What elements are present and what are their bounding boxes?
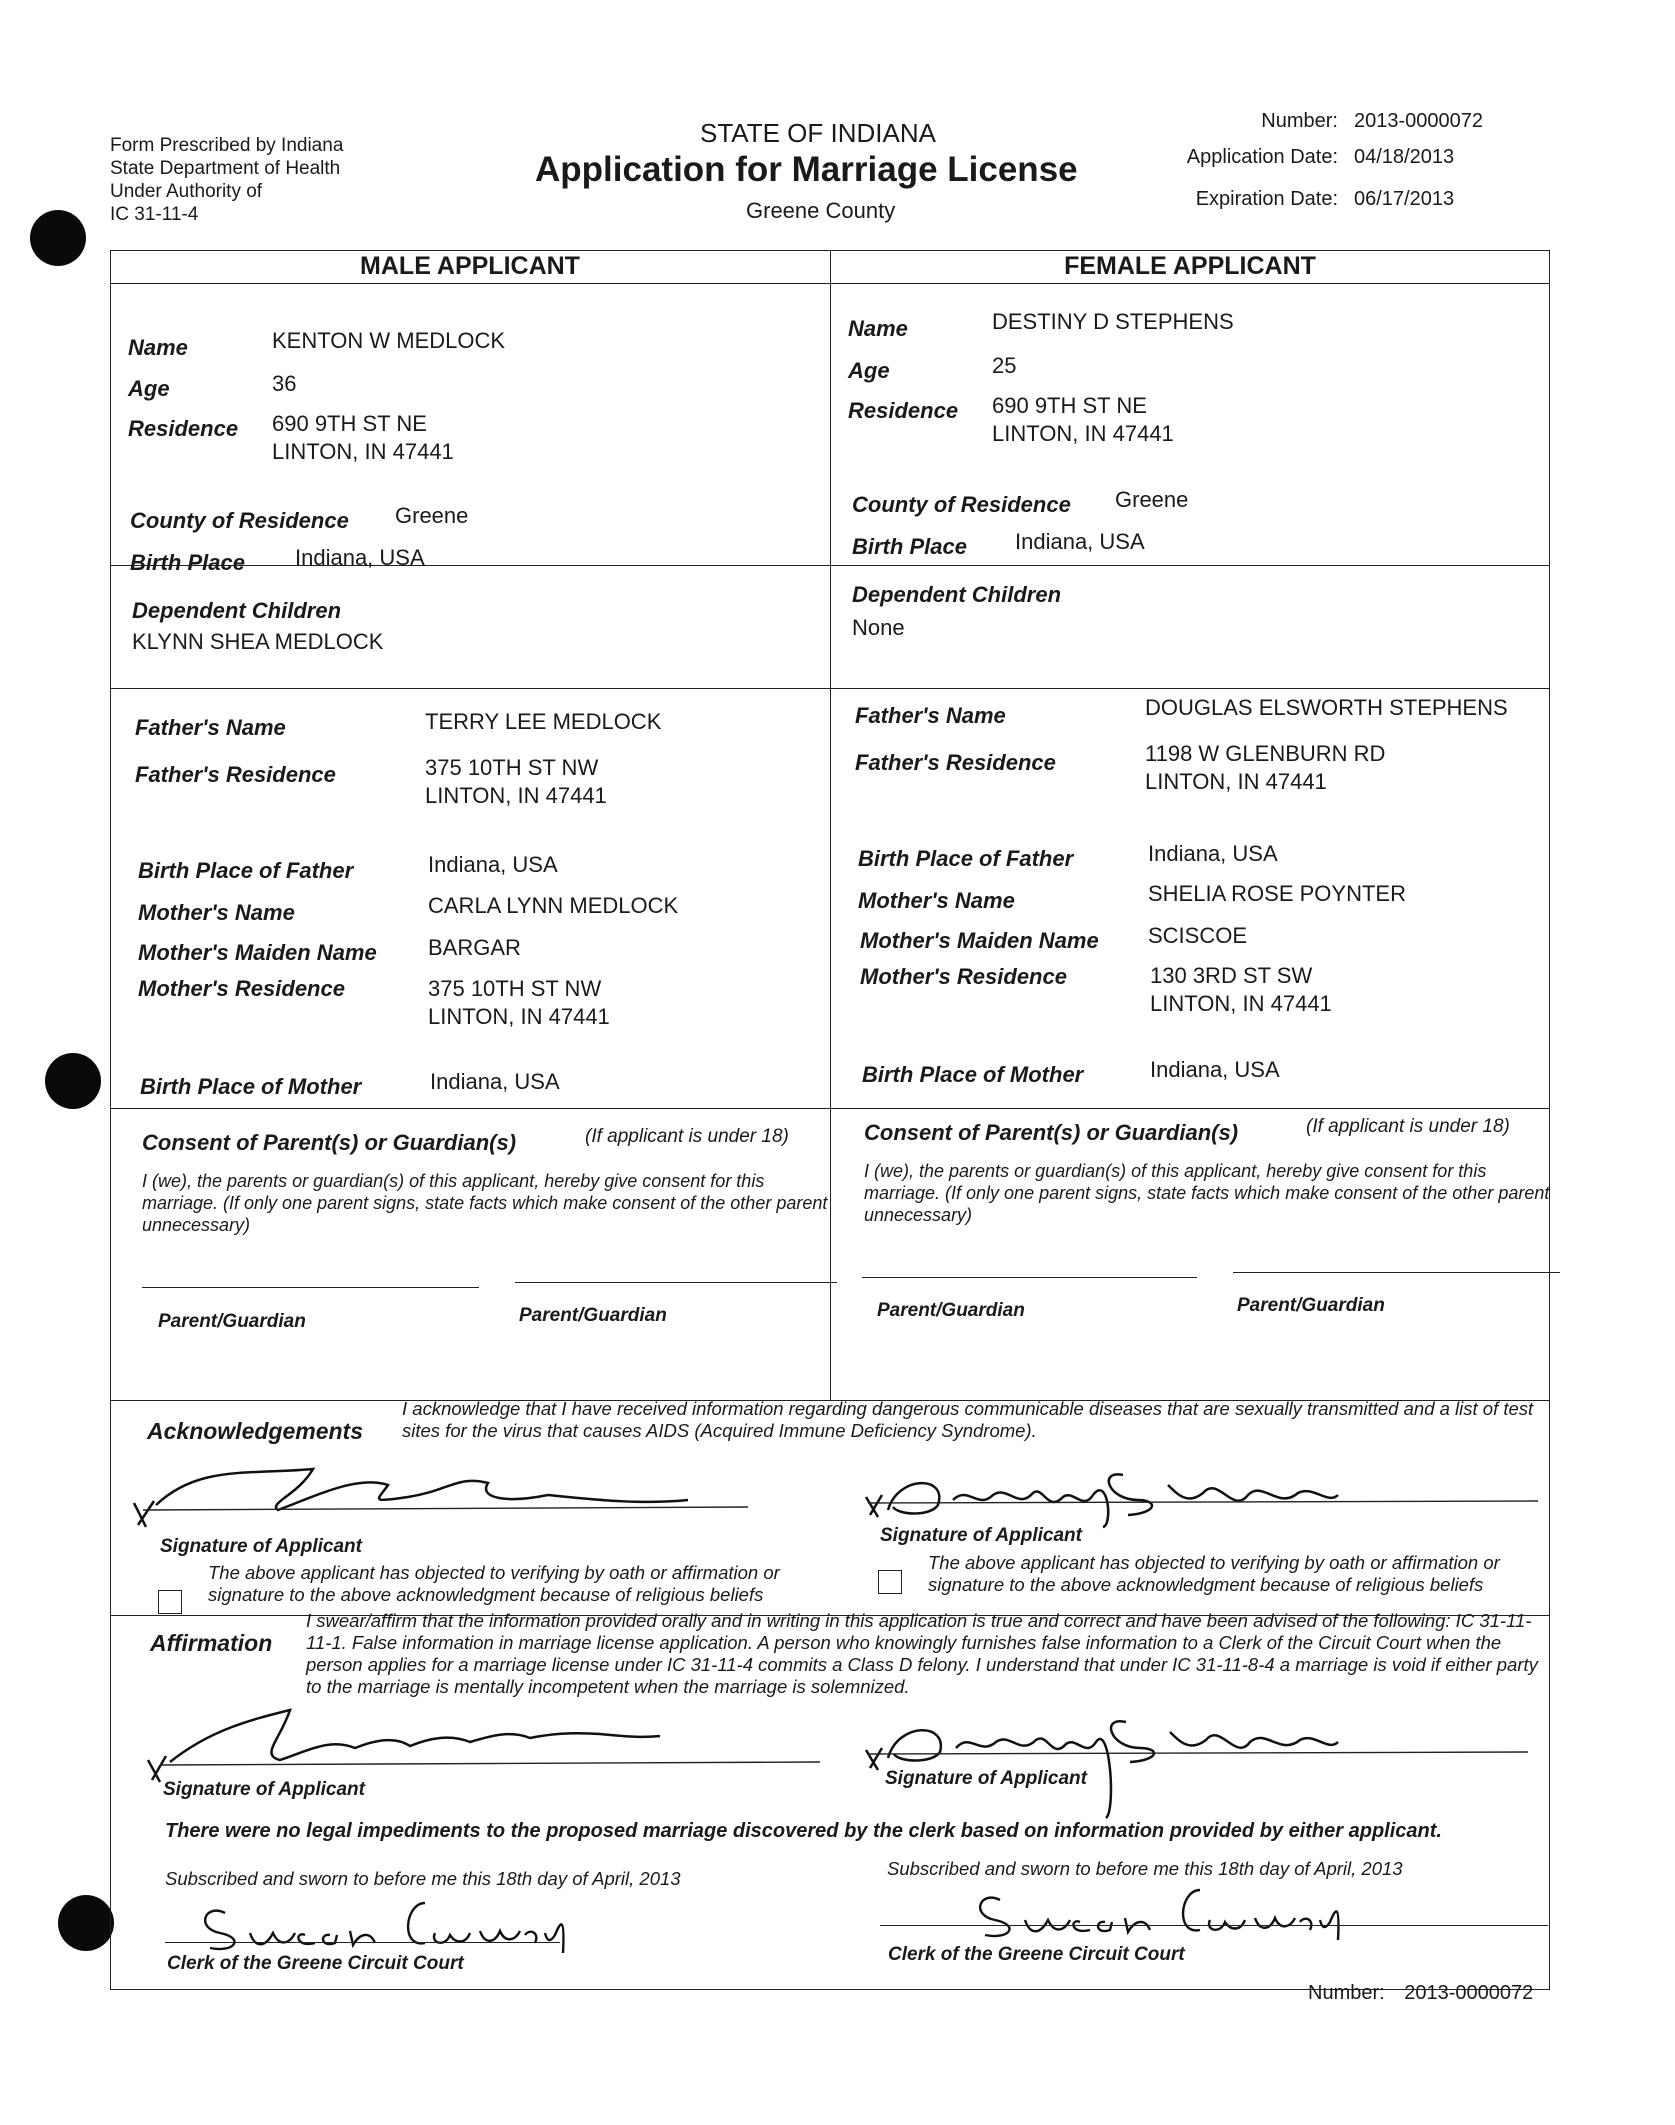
male-fathers-name-value: TERRY LEE MEDLOCK bbox=[425, 709, 662, 734]
female-dependent-children-label: Dependent Children bbox=[852, 582, 1062, 607]
female-dependent-children-value: None bbox=[852, 615, 905, 640]
expiration-date bbox=[1168, 188, 1454, 211]
male-mothers-name-label: Mother's Name bbox=[138, 900, 295, 925]
male-consent-note: (If applicant is under 18) bbox=[585, 1126, 789, 1147]
no-impediments-statement: There were no legal impediments to the proposed marriage discovered by the clerk based on information provided by either applicant. bbox=[165, 1820, 1442, 1842]
male-religious-objection-text: The above applicant has objected to verifying by oath or affirmation or signature to the above acknowledgment because of religious beliefs bbox=[208, 1562, 780, 1605]
male-acknowledgement-signature bbox=[128, 1455, 768, 1545]
male-parent-guardian-line-1 bbox=[142, 1287, 479, 1288]
expiration-date-label: Expiration Date: bbox=[1195, 188, 1338, 210]
application-date-value: 04/18/2013 bbox=[1354, 146, 1455, 168]
male-birth-place-label: Birth Place bbox=[130, 550, 245, 575]
male-affirmation-signature-label: Signature of Applicant bbox=[163, 1779, 365, 1800]
clerk-signature-right bbox=[970, 1880, 1370, 1950]
female-mothers-residence-label: Mother's Residence bbox=[860, 964, 1067, 989]
divider bbox=[110, 283, 1550, 284]
license-number bbox=[1168, 110, 1483, 133]
prescribed-line: State Department of Health bbox=[110, 158, 341, 179]
male-consent-title: Consent of Parent(s) or Guardian(s) bbox=[142, 1130, 517, 1155]
female-mothers-name-label: Mother's Name bbox=[858, 888, 1015, 913]
female-fathers-residence-label: Father's Residence bbox=[855, 750, 1056, 775]
male-county-value: Greene bbox=[395, 503, 469, 528]
male-fathers-name-label: Father's Name bbox=[135, 715, 286, 740]
female-affirmation-signature bbox=[858, 1700, 1538, 1820]
female-birth-place-label: Birth Place bbox=[852, 534, 967, 559]
female-name-value: DESTINY D STEPHENS bbox=[992, 309, 1234, 334]
clerk-signature-line-left bbox=[165, 1942, 560, 1943]
female-affirmation-signature-label: Signature of Applicant bbox=[885, 1768, 1087, 1789]
male-dependent-children-value: KLYNN SHEA MEDLOCK bbox=[132, 629, 384, 654]
county-name: Greene County bbox=[746, 198, 896, 223]
affirmation-title: Affirmation bbox=[150, 1630, 273, 1656]
female-religious-objection-checkbox[interactable] bbox=[878, 1570, 902, 1594]
footer-number-label: Number: bbox=[1308, 1982, 1385, 2004]
male-parent-guardian-line-2 bbox=[515, 1282, 837, 1283]
female-mothers-name-value: SHELIA ROSE POYNTER bbox=[1148, 881, 1406, 906]
prescribed-line: Form Prescribed by Indiana bbox=[110, 135, 344, 156]
female-birth-place-father-label: Birth Place of Father bbox=[858, 846, 1074, 871]
male-birth-place-father-label: Birth Place of Father bbox=[138, 858, 354, 883]
acknowledgements-title: Acknowledgements bbox=[147, 1418, 363, 1444]
female-parent-guardian-label-2: Parent/Guardian bbox=[1237, 1295, 1385, 1316]
male-mothers-name-value: CARLA LYNN MEDLOCK bbox=[428, 893, 679, 918]
male-religious-objection-checkbox[interactable] bbox=[158, 1590, 182, 1614]
male-age-value: 36 bbox=[272, 371, 297, 396]
female-age-label: Age bbox=[848, 358, 890, 383]
male-residence-label: Residence bbox=[128, 416, 239, 441]
male-name-value: KENTON W MEDLOCK bbox=[272, 328, 506, 353]
female-county-value: Greene bbox=[1115, 487, 1189, 512]
male-birth-place-father-value: Indiana, USA bbox=[428, 852, 558, 877]
document-title: Application for Marriage License bbox=[535, 150, 1078, 189]
female-applicant-heading: FEMALE APPLICANT bbox=[1064, 252, 1316, 280]
female-mothers-residence-value: 130 3RD ST SW LINTON, IN 47441 bbox=[1150, 963, 1332, 1016]
male-mothers-residence-value: 375 10TH ST NW LINTON, IN 47441 bbox=[428, 976, 610, 1029]
female-birth-place-mother-value: Indiana, USA bbox=[1150, 1057, 1280, 1082]
affirmation-text: I swear/affirm that the information provided orally and in writing in this application is true and correct and have been advised of the following: IC 31-11-11-1. False information in marriage license application. A person who knowingly furnishes false information to a Clerk of the Circuit Court when the person applies for a marriage license under IC 31-11-4 commits a Class D felony. I understand that under IC 31-11-8-4 a marriage is void if either party to the marriage is mentally incompetent when the marriage is solemnized. bbox=[306, 1610, 1538, 1697]
divider bbox=[110, 1108, 1550, 1109]
male-parent-guardian-label-1: Parent/Guardian bbox=[158, 1311, 306, 1332]
number-label: Number: bbox=[1261, 110, 1338, 132]
male-birth-place-mother-value: Indiana, USA bbox=[430, 1069, 560, 1094]
female-consent-note: (If applicant is under 18) bbox=[1306, 1116, 1510, 1137]
male-name-label: Name bbox=[128, 335, 188, 360]
female-acknowledgement-signature bbox=[858, 1455, 1538, 1535]
male-birth-place-mother-label: Birth Place of Mother bbox=[140, 1074, 362, 1099]
male-county-label: County of Residence bbox=[130, 508, 349, 533]
female-parent-guardian-line-2 bbox=[1233, 1272, 1560, 1273]
male-consent-text: I (we), the parents or guardian(s) of this applicant, hereby give consent for this marriage. (If only one parent signs, state facts which make consent of the other parent unnecessary) bbox=[142, 1171, 828, 1235]
female-residence-label: Residence bbox=[848, 398, 959, 423]
clerk-signature-line-right bbox=[880, 1925, 1548, 1926]
punch-hole-bottom bbox=[58, 1895, 114, 1951]
male-mothers-maiden-name-value: BARGAR bbox=[428, 935, 521, 960]
form-prescribed-note bbox=[110, 134, 343, 226]
female-parent-guardian-line-1 bbox=[862, 1277, 1197, 1278]
male-residence-value: 690 9TH ST NE LINTON, IN 47441 bbox=[272, 411, 454, 464]
number-value: 2013-0000072 bbox=[1354, 110, 1484, 132]
female-county-label: County of Residence bbox=[852, 492, 1071, 517]
female-parent-guardian-label-1: Parent/Guardian bbox=[877, 1300, 1025, 1321]
clerk-title-right: Clerk of the Greene Circuit Court bbox=[888, 1944, 1185, 1965]
female-fathers-name-value: DOUGLAS ELSWORTH STEPHENS bbox=[1145, 695, 1508, 720]
prescribed-line: Under Authority of bbox=[110, 181, 263, 202]
female-residence-value: 690 9TH ST NE LINTON, IN 47441 bbox=[992, 393, 1174, 446]
female-sworn-statement: Subscribed and sworn to before me this 18th day of April, 2013 bbox=[887, 1858, 1403, 1879]
male-fathers-residence-label: Father's Residence bbox=[135, 762, 336, 787]
male-applicant-heading: MALE APPLICANT bbox=[360, 252, 580, 280]
male-age-label: Age bbox=[128, 376, 170, 401]
footer-number-value: 2013-0000072 bbox=[1404, 1982, 1534, 2004]
divider bbox=[110, 688, 1550, 689]
female-consent-text: I (we), the parents or guardian(s) of this applicant, hereby give consent for this marriage. (If only one parent signs, state facts which make consent of the other parent unnecessary) bbox=[864, 1161, 1550, 1225]
application-date-label: Application Date: bbox=[1186, 146, 1338, 168]
female-fathers-name-label: Father's Name bbox=[855, 703, 1006, 728]
female-birth-place-value: Indiana, USA bbox=[1015, 529, 1145, 554]
prescribed-line: IC 31-11-4 bbox=[110, 204, 199, 225]
female-religious-objection-text: The above applicant has objected to verifying by oath or affirmation or signature to the above acknowledgment because of religious beliefs bbox=[928, 1552, 1500, 1595]
state-name: STATE OF INDIANA bbox=[700, 118, 936, 148]
application-date bbox=[1168, 146, 1454, 169]
female-age-value: 25 bbox=[992, 353, 1017, 378]
male-birth-place-value: Indiana, USA bbox=[295, 545, 425, 570]
footer-license-number bbox=[1308, 1982, 1533, 2005]
male-dependent-children-label: Dependent Children bbox=[132, 598, 342, 623]
female-birth-place-mother-label: Birth Place of Mother bbox=[862, 1062, 1084, 1087]
female-mothers-maiden-name-value: SCISCOE bbox=[1148, 923, 1248, 948]
female-fathers-residence-value: 1198 W GLENBURN RD LINTON, IN 47441 bbox=[1145, 741, 1386, 794]
female-acknowledgement-signature-label: Signature of Applicant bbox=[880, 1525, 1082, 1546]
female-consent-title: Consent of Parent(s) or Guardian(s) bbox=[864, 1120, 1239, 1145]
acknowledgements-text: I acknowledge that I have received information regarding dangerous communicable diseases that are sexually transmitted and a list of test sites for the virus that causes AIDS (Acquired Immune Deficiency Syndrome). bbox=[402, 1398, 1534, 1441]
clerk-title-left: Clerk of the Greene Circuit Court bbox=[167, 1953, 464, 1974]
punch-hole-top bbox=[30, 210, 86, 266]
male-sworn-statement: Subscribed and sworn to before me this 18th day of April, 2013 bbox=[165, 1868, 681, 1889]
male-mothers-maiden-name-label: Mother's Maiden Name bbox=[138, 940, 377, 965]
male-affirmation-signature bbox=[140, 1700, 840, 1790]
expiration-date-value: 06/17/2013 bbox=[1354, 188, 1455, 210]
male-mothers-residence-label: Mother's Residence bbox=[138, 976, 345, 1001]
female-birth-place-father-value: Indiana, USA bbox=[1148, 841, 1278, 866]
male-fathers-residence-value: 375 10TH ST NW LINTON, IN 47441 bbox=[425, 755, 607, 808]
male-acknowledgement-signature-label: Signature of Applicant bbox=[160, 1536, 362, 1557]
male-parent-guardian-label-2: Parent/Guardian bbox=[519, 1305, 667, 1326]
female-mothers-maiden-name-label: Mother's Maiden Name bbox=[860, 928, 1099, 953]
female-name-label: Name bbox=[848, 316, 908, 341]
punch-hole-middle bbox=[45, 1053, 101, 1109]
